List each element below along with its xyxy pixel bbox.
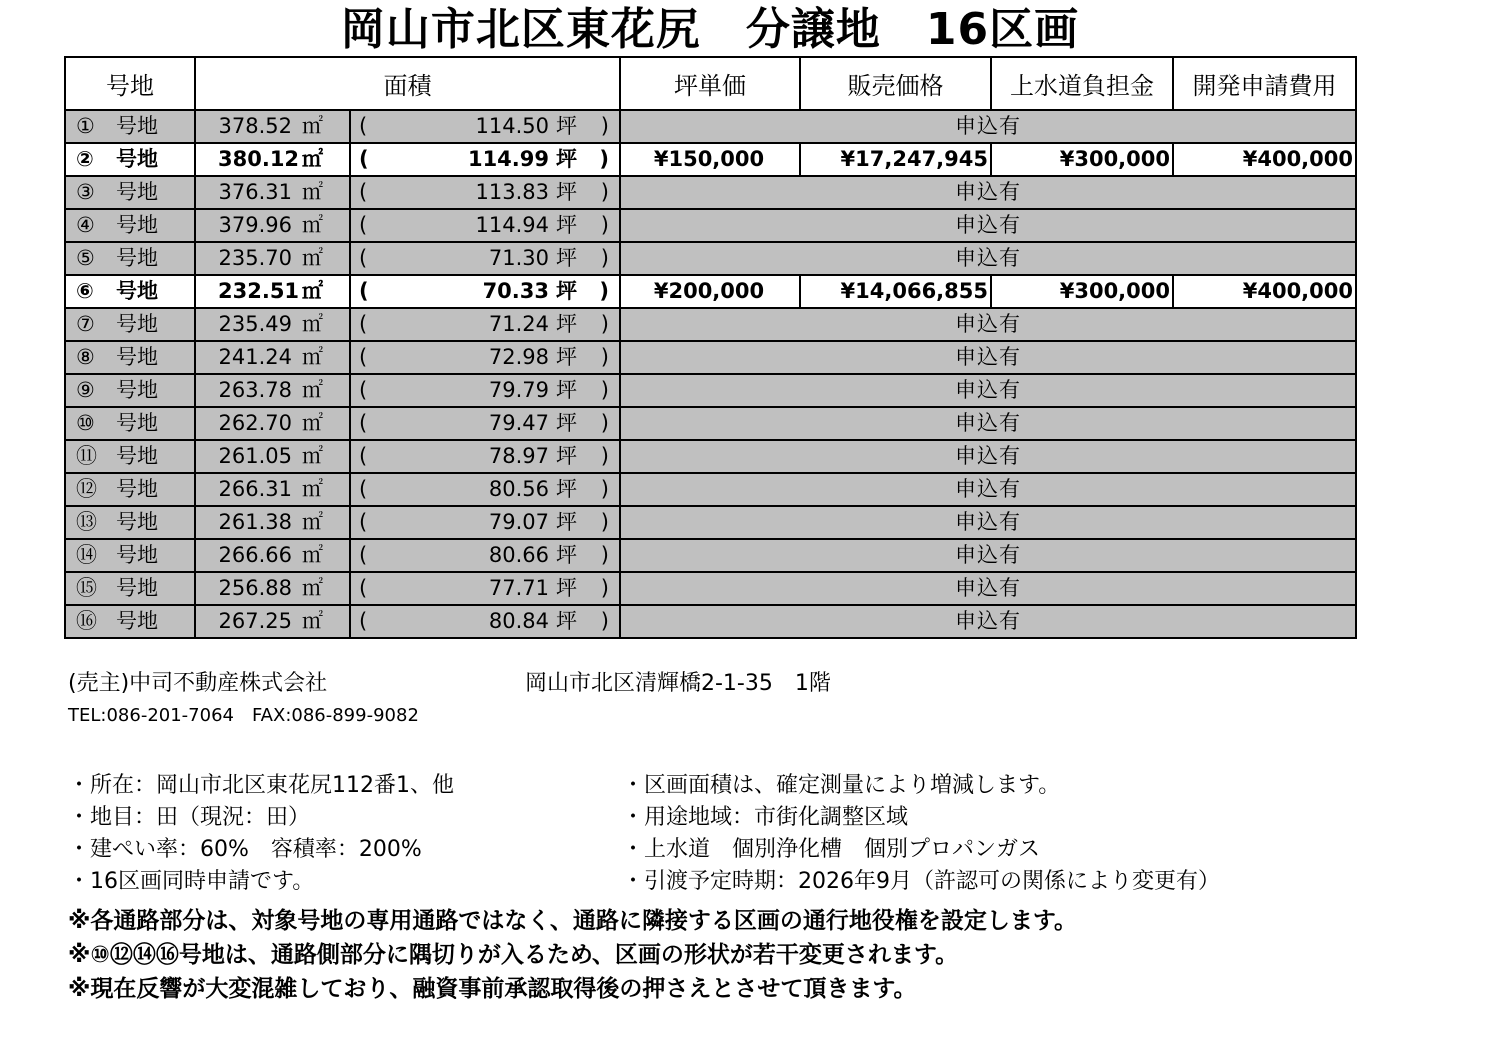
lot-number-cell (65, 209, 195, 242)
note-location: ・所在：岡山市北区東花尻112番1、他 (68, 773, 454, 798)
area-sqm-cell (195, 539, 350, 572)
area-sqm: 235.70 (218, 246, 292, 270)
area-tsubo: 80.66 (488, 543, 549, 567)
sale-price: ¥14,066,855 (800, 275, 991, 308)
unit-price: ¥150,000 (620, 143, 800, 176)
warning-corner-cut: ※⑩⑫⑭⑯号地は、通路側部分に隅切りが入るため、区画の形状が若干変更されます。 (68, 942, 959, 968)
table-row (65, 308, 1356, 341)
lot-number-cell (65, 341, 195, 374)
area-tsubo-cell (350, 539, 620, 572)
area-tsubo: 114.99 (467, 147, 549, 171)
area-tsubo: 113.83 (475, 180, 549, 204)
area-sqm-cell (195, 176, 350, 209)
lot-unit: 号地 (116, 477, 158, 501)
area-sqm-cell (195, 440, 350, 473)
right-paren: ) (600, 180, 609, 204)
area-tsubo-cell (350, 209, 620, 242)
sqm-unit: ㎡ (302, 609, 323, 633)
seller-name: (売主)中司不動産株式会社 (68, 671, 328, 696)
area-tsubo: 77.71 (488, 576, 549, 600)
lot-number-cell (65, 440, 195, 473)
lot-table-body (65, 110, 1356, 638)
lot-unit: 号地 (116, 180, 158, 204)
area-tsubo-cell (350, 473, 620, 506)
status-applied: 申込有 (620, 341, 1356, 374)
area-sqm: 266.66 (218, 543, 292, 567)
lot-number: ⑪ (76, 444, 97, 468)
area-sqm-cell (195, 473, 350, 506)
table-row (65, 539, 1356, 572)
right-paren: ) (600, 444, 609, 468)
left-paren: ( (359, 279, 369, 303)
tsubo-unit: 坪 (556, 543, 577, 567)
area-sqm: 235.49 (218, 312, 292, 336)
sqm-unit: ㎡ (302, 477, 323, 501)
right-paren: ) (600, 378, 609, 402)
area-tsubo-cell (350, 143, 620, 176)
seller-address: 岡山市北区清輝橋2-1-35 1階 (525, 671, 831, 696)
area-sqm: 241.24 (218, 345, 292, 369)
table-row (65, 605, 1356, 638)
lot-number-cell (65, 143, 195, 176)
lot-unit: 号地 (116, 114, 158, 138)
warning-preapproval: ※現在反響が大変混雑しており、融資事前承認取得後の押さえとさせて頂きます。 (68, 976, 917, 1002)
sqm-unit: ㎡ (302, 345, 323, 369)
left-paren: ( (359, 510, 368, 534)
header-lot: 号地 (65, 57, 195, 110)
table-row (65, 209, 1356, 242)
area-tsubo: 70.33 (482, 279, 549, 303)
lot-number-cell (65, 275, 195, 308)
lot-number-cell (65, 308, 195, 341)
left-paren: ( (359, 246, 368, 270)
lot-number: ⑤ (76, 246, 95, 270)
note-application: ・16区画同時申請です。 (68, 869, 315, 894)
left-paren: ( (359, 312, 368, 336)
note-utilities: ・上水道 個別浄化槽 個別プロパンガス (622, 837, 1041, 862)
area-sqm: 256.88 (218, 576, 292, 600)
table-row (65, 473, 1356, 506)
status-applied: 申込有 (620, 506, 1356, 539)
area-sqm-cell (195, 143, 350, 176)
table-row (65, 407, 1356, 440)
area-tsubo: 79.07 (488, 510, 549, 534)
sqm-unit: ㎡ (302, 213, 323, 237)
left-paren: ( (359, 213, 368, 237)
area-tsubo: 71.24 (488, 312, 549, 336)
area-tsubo: 80.56 (488, 477, 549, 501)
lot-unit: 号地 (116, 609, 158, 633)
status-applied: 申込有 (620, 407, 1356, 440)
tsubo-unit: 坪 (556, 213, 577, 237)
lot-number: ⑯ (76, 609, 97, 633)
lot-unit: 号地 (116, 246, 158, 270)
area-tsubo: 78.97 (488, 444, 549, 468)
lot-number-cell (65, 473, 195, 506)
notes-left (68, 770, 454, 898)
sqm-unit: ㎡ (302, 378, 323, 402)
area-tsubo-cell (350, 275, 620, 308)
left-paren: ( (359, 543, 368, 567)
area-tsubo: 114.94 (475, 213, 549, 237)
status-applied: 申込有 (620, 605, 1356, 638)
lot-number: ⑮ (76, 576, 97, 600)
table-row (65, 176, 1356, 209)
area-tsubo-cell (350, 572, 620, 605)
tsubo-unit: 坪 (556, 147, 577, 171)
tsubo-unit: 坪 (556, 510, 577, 534)
area-tsubo: 114.50 (475, 114, 549, 138)
tsubo-unit: 坪 (556, 279, 577, 303)
area-sqm: 263.78 (218, 378, 292, 402)
left-paren: ( (359, 378, 368, 402)
sqm-unit: ㎡ (302, 147, 323, 171)
left-paren: ( (359, 576, 368, 600)
left-paren: ( (359, 114, 368, 138)
table-row (65, 440, 1356, 473)
sqm-unit: ㎡ (302, 246, 323, 270)
tsubo-unit: 坪 (556, 609, 577, 633)
left-paren: ( (359, 411, 368, 435)
area-sqm-cell (195, 275, 350, 308)
sqm-unit: ㎡ (302, 510, 323, 534)
tsubo-unit: 坪 (556, 114, 577, 138)
area-tsubo-cell (350, 407, 620, 440)
area-sqm-cell (195, 242, 350, 275)
area-sqm-cell (195, 605, 350, 638)
lot-unit: 号地 (116, 279, 158, 303)
water-fee: ¥300,000 (991, 143, 1173, 176)
table-row (65, 374, 1356, 407)
lot-number: ⑫ (76, 477, 97, 501)
area-sqm: 376.31 (218, 180, 292, 204)
table-row (65, 275, 1356, 308)
lot-number-cell (65, 176, 195, 209)
area-sqm: 261.05 (218, 444, 292, 468)
lot-unit: 号地 (116, 312, 158, 336)
tsubo-unit: 坪 (556, 444, 577, 468)
area-tsubo: 72.98 (488, 345, 549, 369)
table-row (65, 572, 1356, 605)
lot-number-cell (65, 506, 195, 539)
tsubo-unit: 坪 (556, 411, 577, 435)
left-paren: ( (359, 345, 368, 369)
tsubo-unit: 坪 (556, 246, 577, 270)
area-tsubo-cell (350, 341, 620, 374)
lot-number-cell (65, 110, 195, 143)
status-applied: 申込有 (620, 473, 1356, 506)
area-sqm: 267.25 (218, 609, 292, 633)
right-paren: ) (600, 609, 609, 633)
area-sqm: 379.96 (218, 213, 292, 237)
warnings (68, 904, 1077, 1006)
lot-number: ⑬ (76, 510, 97, 534)
area-sqm-cell (195, 209, 350, 242)
sqm-unit: ㎡ (302, 279, 323, 303)
header-area: 面積 (195, 57, 620, 110)
area-sqm-cell (195, 374, 350, 407)
lot-number: ⑥ (76, 279, 94, 303)
lot-number-cell (65, 407, 195, 440)
contact-info: TEL:086-201-7064 FAX:086-899-9082 (68, 705, 419, 726)
status-applied: 申込有 (620, 539, 1356, 572)
area-tsubo-cell (350, 506, 620, 539)
right-paren: ) (599, 147, 609, 171)
status-applied: 申込有 (620, 209, 1356, 242)
right-paren: ) (600, 576, 609, 600)
sqm-unit: ㎡ (302, 411, 323, 435)
lot-number: ④ (76, 213, 95, 237)
lot-number: ③ (76, 180, 95, 204)
right-paren: ) (600, 345, 609, 369)
note-area-survey: ・区画面積は、確定測量により増減します。 (622, 773, 1061, 798)
area-sqm-cell (195, 506, 350, 539)
development-fee: ¥400,000 (1173, 143, 1356, 176)
right-paren: ) (599, 279, 609, 303)
lot-number-cell (65, 605, 195, 638)
area-sqm: 266.31 (218, 477, 292, 501)
header-row (65, 57, 1356, 110)
right-paren: ) (600, 510, 609, 534)
area-sqm-cell (195, 341, 350, 374)
tsubo-unit: 坪 (556, 180, 577, 204)
lot-unit: 号地 (116, 147, 158, 171)
left-paren: ( (359, 147, 369, 171)
note-coverage-ratio: ・建ぺい率：60% 容積率：200% (68, 837, 422, 862)
lot-number: ⑭ (76, 543, 97, 567)
lot-unit: 号地 (116, 510, 158, 534)
status-applied: 申込有 (620, 176, 1356, 209)
lot-unit: 号地 (116, 345, 158, 369)
table-row (65, 242, 1356, 275)
right-paren: ) (600, 411, 609, 435)
sqm-unit: ㎡ (302, 312, 323, 336)
area-sqm-cell (195, 110, 350, 143)
lot-unit: 号地 (116, 378, 158, 402)
table-row (65, 506, 1356, 539)
lot-number-cell (65, 374, 195, 407)
left-paren: ( (359, 477, 368, 501)
left-paren: ( (359, 444, 368, 468)
lot-number: ② (76, 147, 94, 171)
tsubo-unit: 坪 (556, 345, 577, 369)
sale-price: ¥17,247,945 (800, 143, 991, 176)
development-fee: ¥400,000 (1173, 275, 1356, 308)
area-tsubo-cell (350, 440, 620, 473)
tsubo-unit: 坪 (556, 477, 577, 501)
sqm-unit: ㎡ (302, 576, 323, 600)
status-applied: 申込有 (620, 440, 1356, 473)
area-sqm: 380.12 (218, 147, 300, 171)
header-development-fee: 開発申請費用 (1173, 57, 1356, 110)
area-tsubo: 79.47 (488, 411, 549, 435)
area-tsubo-cell (350, 110, 620, 143)
table-row (65, 143, 1356, 176)
note-delivery: ・引渡予定時期：2026年9月（許認可の関係により変更有） (622, 869, 1220, 894)
area-tsubo: 79.79 (488, 378, 549, 402)
header-unit-price: 坪単価 (620, 57, 800, 110)
lot-number: ① (76, 114, 95, 138)
right-paren: ) (600, 543, 609, 567)
lot-table (64, 56, 1357, 639)
right-paren: ) (600, 477, 609, 501)
sqm-unit: ㎡ (302, 114, 323, 138)
sqm-unit: ㎡ (302, 180, 323, 204)
area-sqm: 378.52 (218, 114, 292, 138)
lot-unit: 号地 (116, 411, 158, 435)
water-fee: ¥300,000 (991, 275, 1173, 308)
tsubo-unit: 坪 (556, 576, 577, 600)
status-applied: 申込有 (620, 374, 1356, 407)
area-tsubo-cell (350, 374, 620, 407)
unit-price: ¥200,000 (620, 275, 800, 308)
right-paren: ) (600, 213, 609, 237)
lot-unit: 号地 (116, 444, 158, 468)
right-paren: ) (600, 312, 609, 336)
area-tsubo-cell (350, 605, 620, 638)
note-land-category: ・地目：田（現況：田） (68, 805, 311, 830)
status-applied: 申込有 (620, 242, 1356, 275)
tsubo-unit: 坪 (556, 312, 577, 336)
area-tsubo-cell (350, 242, 620, 275)
note-zoning: ・用途地域：市街化調整区域 (622, 805, 909, 830)
lot-number: ⑧ (76, 345, 95, 369)
header-sale-price: 販売価格 (800, 57, 991, 110)
area-sqm: 232.51 (218, 279, 300, 303)
area-sqm-cell (195, 308, 350, 341)
lot-number-cell (65, 572, 195, 605)
area-tsubo-cell (350, 308, 620, 341)
area-tsubo: 80.84 (488, 609, 549, 633)
area-sqm-cell (195, 572, 350, 605)
lot-number-cell (65, 242, 195, 275)
lot-unit: 号地 (116, 576, 158, 600)
left-paren: ( (359, 609, 368, 633)
page-title: 岡山市北区東花尻 分譲地 16区画 (340, 4, 1080, 55)
table-row (65, 341, 1356, 374)
right-paren: ) (600, 246, 609, 270)
table-row (65, 110, 1356, 143)
status-applied: 申込有 (620, 572, 1356, 605)
lot-number-cell (65, 539, 195, 572)
lot-number: ⑩ (76, 411, 95, 435)
area-sqm: 262.70 (218, 411, 292, 435)
header-water-fee: 上水道負担金 (991, 57, 1173, 110)
status-applied: 申込有 (620, 110, 1356, 143)
sqm-unit: ㎡ (302, 444, 323, 468)
sqm-unit: ㎡ (302, 543, 323, 567)
lot-number: ⑦ (76, 312, 95, 336)
right-paren: ) (600, 114, 609, 138)
area-tsubo: 71.30 (488, 246, 549, 270)
area-sqm: 261.38 (218, 510, 292, 534)
tsubo-unit: 坪 (556, 378, 577, 402)
area-sqm-cell (195, 407, 350, 440)
lot-unit: 号地 (116, 213, 158, 237)
status-applied: 申込有 (620, 308, 1356, 341)
left-paren: ( (359, 180, 368, 204)
lot-number: ⑨ (76, 378, 95, 402)
lot-unit: 号地 (116, 543, 158, 567)
warning-easement: ※各通路部分は、対象号地の専用通路ではなく、通路に隣接する区画の通行地役権を設定します。 (68, 908, 1078, 934)
notes-right (622, 770, 1220, 898)
area-tsubo-cell (350, 176, 620, 209)
